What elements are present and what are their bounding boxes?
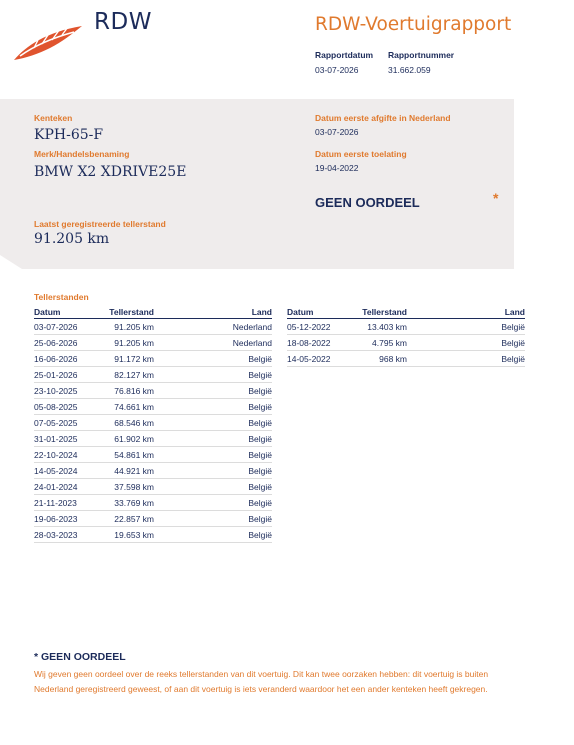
cell-count: 19.653 km (107, 527, 154, 543)
cell-land: Nederland (154, 319, 272, 335)
cell-date: 03-07-2026 (34, 319, 107, 335)
cell-date: 14-05-2024 (34, 463, 107, 479)
report-number-label: Rapportnummer (388, 50, 455, 60)
brand-name: RDW (94, 9, 152, 35)
table-row (34, 447, 272, 463)
model-label: Merk/Handelsbenaming (34, 149, 130, 159)
first-admission-value: 19-04-2022 (315, 163, 359, 173)
table-row (34, 383, 272, 399)
report-date-label: Rapportdatum (315, 50, 374, 60)
cell-count: 22.857 km (107, 511, 154, 527)
table-row (34, 367, 272, 383)
cell-date: 05-08-2025 (34, 399, 107, 415)
footnote-star: * (34, 651, 39, 663)
table-row (34, 319, 272, 335)
cell-count: 76.816 km (107, 383, 154, 399)
cell-count: 44.921 km (107, 463, 154, 479)
plate-label: Kenteken (34, 113, 73, 123)
cell-date: 25-06-2026 (34, 335, 107, 351)
table-row (287, 319, 525, 335)
cell-count: 4.795 km (360, 335, 407, 351)
cell-date: 16-06-2026 (34, 351, 107, 367)
col-land-header: Land (154, 306, 272, 319)
readings-table-right (287, 306, 525, 367)
cell-land: België (407, 335, 525, 351)
footnote-title-text: GEEN OORDEEL (41, 651, 126, 663)
readings-title: Tellerstanden (34, 292, 89, 302)
col-count-header: Tellerstand (107, 306, 154, 319)
plate-value: KPH-65-F (34, 127, 104, 143)
cell-count: 968 km (360, 351, 407, 367)
col-land-header: Land (407, 306, 525, 319)
readings-header-row (34, 306, 272, 319)
cell-date: 07-05-2025 (34, 415, 107, 431)
report-date-block (315, 50, 373, 75)
cell-date: 22-10-2024 (34, 447, 107, 463)
report-number-value: 31.662.059 (388, 65, 431, 75)
table-row (34, 399, 272, 415)
cell-land: België (407, 351, 525, 367)
readings-header-row (287, 306, 525, 319)
panel-notch (0, 255, 22, 269)
cell-count: 91.172 km (107, 351, 154, 367)
readings-table-left (34, 306, 272, 543)
cell-count: 68.546 km (107, 415, 154, 431)
cell-count: 74.661 km (107, 399, 154, 415)
col-count-header: Tellerstand (360, 306, 407, 319)
cell-count: 91.205 km (107, 335, 154, 351)
first-issue-nl-value: 03-07-2026 (315, 127, 359, 137)
cell-land: België (154, 383, 272, 399)
cell-land: België (154, 399, 272, 415)
table-row (34, 431, 272, 447)
odometer-value: 91.205 km (34, 231, 110, 247)
cell-date: 31-01-2025 (34, 431, 107, 447)
cell-date: 25-01-2026 (34, 367, 107, 383)
report-date-value: 03-07-2026 (315, 65, 359, 75)
cell-land: België (154, 367, 272, 383)
cell-count: 91.205 km (107, 319, 154, 335)
table-row (34, 511, 272, 527)
cell-count: 54.861 km (107, 447, 154, 463)
first-issue-nl-label: Datum eerste afgifte in Nederland (315, 113, 451, 123)
cell-count: 37.598 km (107, 479, 154, 495)
cell-date: 05-12-2022 (287, 319, 360, 335)
cell-date: 14-05-2022 (287, 351, 360, 367)
odometer-label: Laatst geregistreerde tellerstand (34, 219, 166, 229)
rdw-feather-logo-icon (12, 20, 84, 62)
cell-land: België (154, 431, 272, 447)
cell-land: België (154, 351, 272, 367)
cell-land: België (154, 511, 272, 527)
report-title: RDW-Voertuigrapport (315, 14, 512, 35)
cell-land: België (154, 415, 272, 431)
verdict-asterisk: * (493, 190, 499, 206)
col-date-header: Datum (34, 306, 107, 319)
cell-count: 13.403 km (360, 319, 407, 335)
table-row (34, 335, 272, 351)
table-row (34, 527, 272, 543)
table-row (34, 415, 272, 431)
cell-land: België (154, 479, 272, 495)
verdict-status: GEEN OORDEEL (315, 195, 420, 210)
col-date-header: Datum (287, 306, 360, 319)
footnote-title (34, 651, 126, 663)
cell-count: 33.769 km (107, 495, 154, 511)
cell-land: Nederland (154, 335, 272, 351)
table-row (34, 351, 272, 367)
cell-count: 82.127 km (107, 367, 154, 383)
report-number-block (388, 50, 454, 75)
table-row (287, 351, 525, 367)
table-row (34, 463, 272, 479)
first-admission-label: Datum eerste toelating (315, 149, 407, 159)
table-row (34, 495, 272, 511)
cell-date: 28-03-2023 (34, 527, 107, 543)
footnote-text: Wij geven geen oordeel over de reeks tellerstanden van dit voertuig. Dit kan twee oorzaken hebben: dit voertuig is buiten Nederland geregistreerd geweest, of aan dit voertuig is iets veranderd waardoor het een ander kenteken heeft gekregen. (34, 669, 489, 694)
cell-count: 61.902 km (107, 431, 154, 447)
cell-land: België (154, 463, 272, 479)
table-row (287, 335, 525, 351)
model-value: BMW X2 XDRIVE25E (34, 164, 187, 180)
cell-date: 19-06-2023 (34, 511, 107, 527)
cell-date: 23-10-2025 (34, 383, 107, 399)
cell-land: België (154, 447, 272, 463)
cell-date: 18-08-2022 (287, 335, 360, 351)
cell-date: 24-01-2024 (34, 479, 107, 495)
cell-land: België (154, 527, 272, 543)
table-row (34, 479, 272, 495)
cell-land: België (154, 495, 272, 511)
cell-land: België (407, 319, 525, 335)
cell-date: 21-11-2023 (34, 495, 107, 511)
